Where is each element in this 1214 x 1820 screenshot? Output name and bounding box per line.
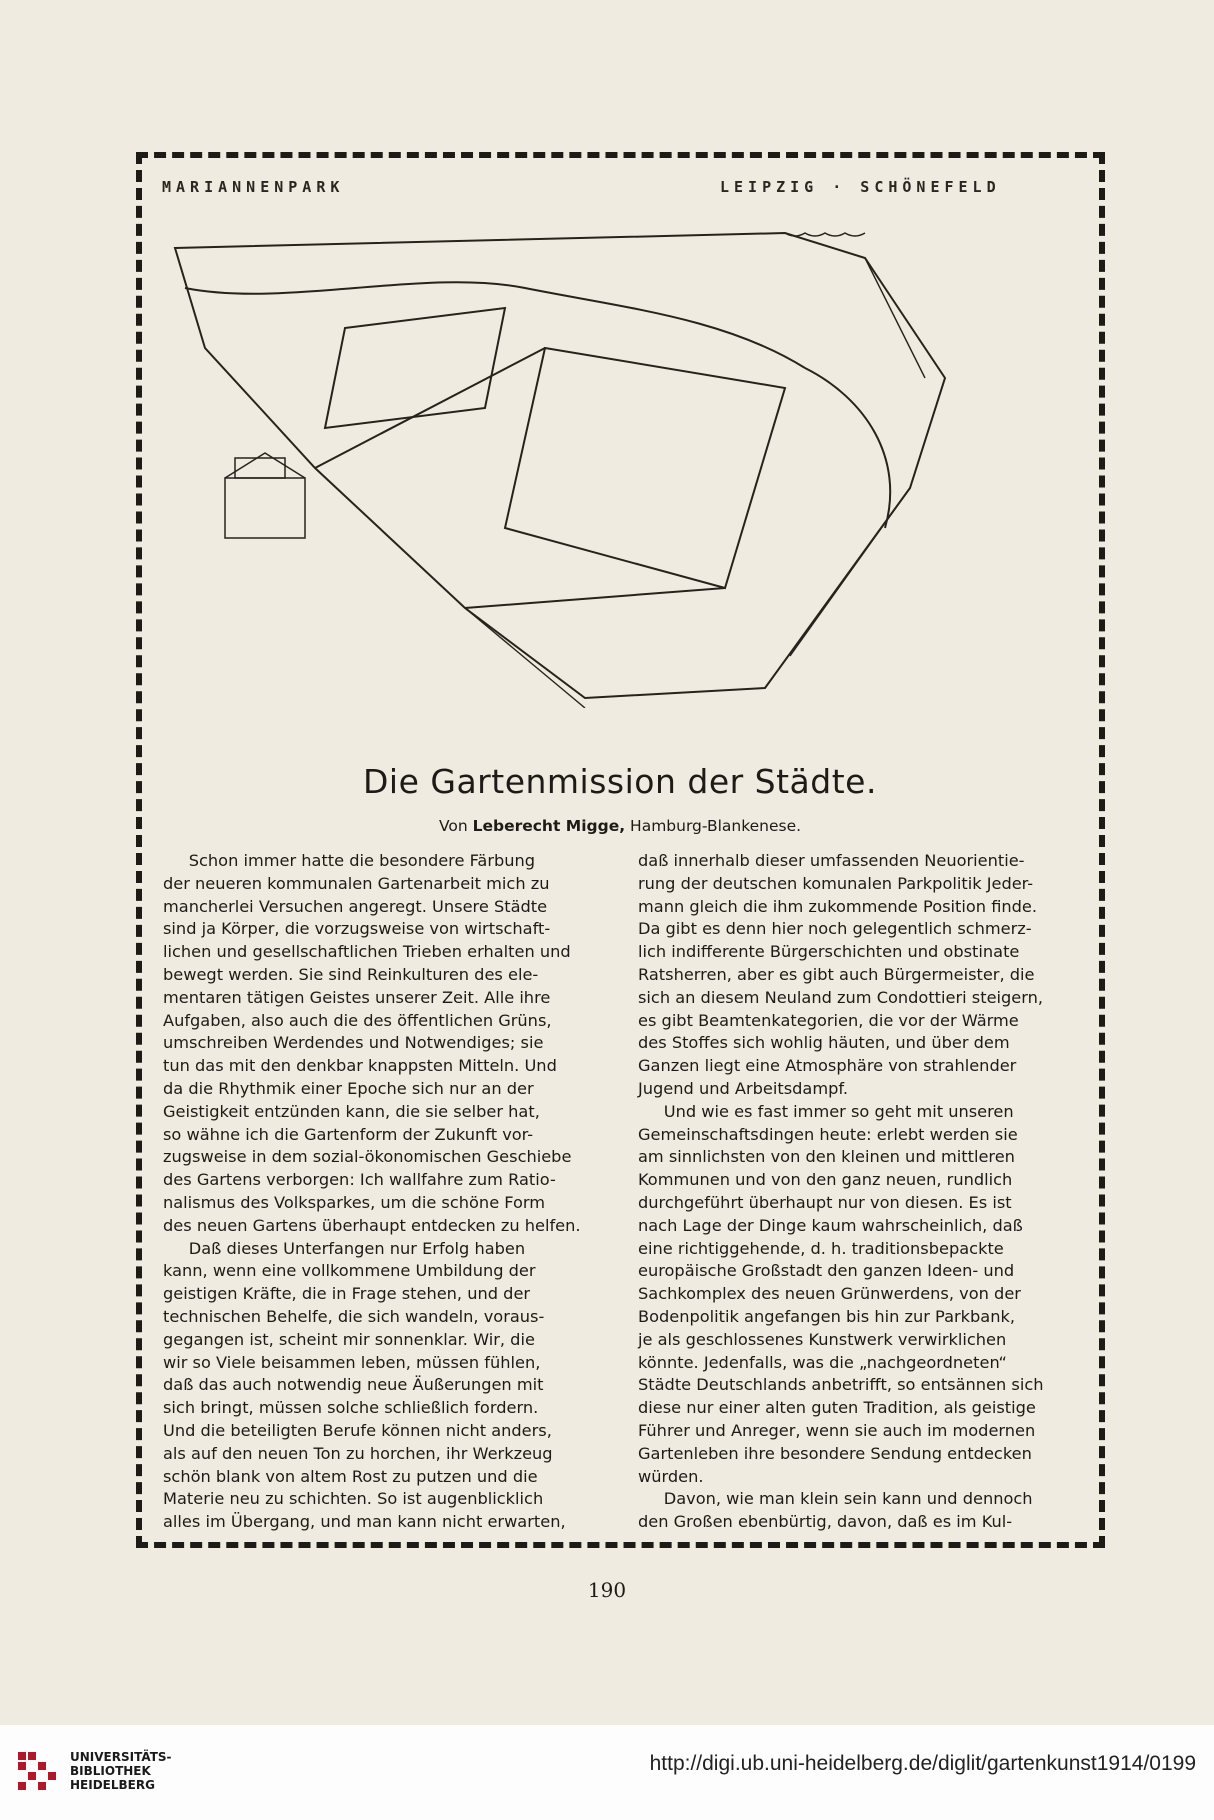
text-line: Daß dieses Unterfangen nur Erfolg haben	[163, 1238, 526, 1258]
text-line: könnte. Jedenfalls, was die „nachgeordneten“	[638, 1352, 1007, 1372]
library-name-line: BIBLIOTHEK	[70, 1764, 151, 1778]
text-line: Gartenleben ihre besondere Sendung entdecken	[638, 1443, 1032, 1463]
text-line: lichen und gesellschaftlichen Trieben erhalten und	[163, 942, 571, 962]
text-line: nach Lage der Dinge kaum wahrscheinlich, daß	[638, 1215, 1023, 1235]
text-line: sich an diesem Neuland zum Condottieri steigern,	[638, 987, 1044, 1007]
text-line: europäische Großstadt den ganzen Ideen- und	[638, 1261, 1015, 1281]
park-outline	[175, 233, 945, 698]
text-line: mann gleich die ihm zukommende Position finde.	[638, 896, 1038, 916]
library-logo-icon	[14, 1748, 60, 1794]
text-line: Und die beteiligten Berufe können nicht anders,	[163, 1420, 552, 1440]
byline-location: Hamburg-Blankenese.	[630, 817, 802, 835]
park-field-small	[325, 308, 505, 428]
tree-row-southeast	[790, 488, 910, 656]
text-line: technischen Behelfe, die sich wandeln, voraus-	[163, 1306, 545, 1326]
text-line: sind ja Körper, die vorzugsweise von wirtschaft-	[163, 919, 551, 939]
article-byline	[160, 817, 1080, 835]
source-url-link[interactable]: http://digi.ub.uni-heidelberg.de/diglit/gartenkunst1914/0199	[649, 1752, 1196, 1775]
tree-row-diagonal	[865, 258, 925, 378]
text-line: tun das mit den denkbar knappsten Mitteln. Und	[163, 1056, 557, 1076]
text-line: Städte Deutschlands anbetrifft, so entsännen sich	[638, 1375, 1044, 1395]
text-line: kann, wenn eine vollkommene Umbildung der	[163, 1261, 536, 1281]
text-line: Aufgaben, also auch die des öffentlichen Grüns,	[163, 1010, 552, 1030]
text-line: Kommunen und von den ganz neuen, rundlich	[638, 1170, 1013, 1190]
text-line: Ganzen liegt eine Atmosphäre von strahlender	[638, 1056, 1017, 1076]
page-number: 190	[587, 1578, 627, 1602]
tree-row-east	[785, 233, 865, 236]
library-name-line: HEIDELBERG	[70, 1778, 155, 1792]
text-line: es gibt Beamtenkategorien, die vor der Wärme	[638, 1010, 1019, 1030]
text-line: daß innerhalb dieser umfassenden Neuorientie-	[638, 851, 1025, 870]
caption-marianne-park: MARIANNENPARK	[162, 178, 345, 196]
text-line: gegangen ist, scheint mir sonnenklar. Wir, die	[163, 1329, 535, 1349]
text-line: Geistigkeit entzünden kann, die sie selber hat,	[163, 1101, 540, 1121]
text-line: eine richtiggehende, d. h. traditionsbepackte	[638, 1238, 1004, 1258]
article-title: Die Gartenmission der Städte.	[363, 762, 877, 801]
text-line: Schon immer hatte die besondere Färbung	[163, 851, 536, 870]
text-line: würden.	[638, 1466, 704, 1486]
park-field-large	[505, 348, 785, 588]
byline-prefix: Von	[438, 817, 468, 835]
text-line: alles im Übergang, und man kann nicht erwarten,	[163, 1512, 566, 1532]
text-line: Materie neu zu schichten. So ist augenblicklich	[163, 1489, 544, 1509]
park-lane-2	[465, 588, 725, 608]
text-line: Sachkomplex des neuen Grünwerdens, von der	[638, 1284, 1021, 1304]
text-line: so wähne ich die Gartenform der Zukunft vor-	[163, 1124, 534, 1144]
text-line: da die Rhythmik einer Epoche sich nur an der	[163, 1078, 534, 1098]
park-lane	[315, 348, 545, 468]
text-line: diese nur einer alten guten Tradition, als geistige	[638, 1398, 1036, 1418]
library-name	[70, 1750, 172, 1792]
text-line: schön blank von altem Rost zu putzen und die	[163, 1466, 538, 1486]
text-line: des Stoffes sich wohlig häuten, und über dem	[638, 1033, 1010, 1053]
text-line: Gemeinschaftsdingen heute: erlebt werden sie	[638, 1124, 1018, 1144]
text-line: den Großen ebenbürtig, davon, daß es im Kul-	[638, 1512, 1013, 1532]
text-line: der neueren kommunalen Gartenarbeit mich zu	[163, 873, 550, 893]
article-column-left	[163, 850, 603, 1534]
text-line: nalismus des Volksparkes, um die schöne Form	[163, 1192, 546, 1212]
text-line: mancherlei Versuchen angeregt. Unsere Städte	[163, 896, 548, 916]
text-line: mentaren tätigen Geistes unserer Zeit. Alle ihre	[163, 987, 551, 1007]
caption-leipzig-schoenefeld: LEIPZIG · SCHÖNEFELD	[720, 178, 1001, 196]
text-line: wir so Viele beisammen leben, müssen fühlen,	[163, 1352, 541, 1372]
park-building	[225, 453, 305, 538]
text-line: durchgeführt überhaupt nur von diesen. Es ist	[638, 1192, 1012, 1212]
text-line: geistigen Kräfte, die in Frage stehen, und der	[163, 1284, 531, 1304]
text-line: sich bringt, müssen solche schließlich fordern.	[163, 1398, 539, 1418]
text-line: rung der deutschen komunalen Parkpolitik Jeder-	[638, 873, 1034, 893]
text-line: am sinnlichsten von den kleinen und mittleren	[638, 1147, 1015, 1167]
park-path-boundary	[805, 368, 890, 528]
text-line: Davon, wie man klein sein kann und dennoch	[638, 1489, 1033, 1509]
text-line: lich indifferente Bürgerschichten und obstinate	[638, 942, 1020, 962]
article-column-right	[638, 850, 1078, 1534]
text-line: Jugend und Arbeitsdampf.	[638, 1078, 849, 1098]
text-line: Und wie es fast immer so geht mit unseren	[638, 1101, 1014, 1121]
text-line: zugsweise in dem sozial-ökonomischen Geschiebe	[163, 1147, 572, 1167]
text-line: des Gartens verborgen: Ich wallfahre zum Ratio-	[163, 1170, 556, 1190]
text-line: je als geschlossenes Kunstwerk verwirklichen	[638, 1329, 1007, 1349]
text-line: daß das auch notwendig neue Äußerungen mit	[163, 1375, 544, 1395]
byline-author: Leberecht Migge,	[472, 817, 626, 835]
text-line: Führer und Anreger, wenn sie auch im modernen	[638, 1420, 1036, 1440]
text-line: Ratsherren, aber es gibt auch Bürgermeister, die	[638, 964, 1035, 984]
text-line: als auf den neuen Ton zu horchen, ihr Werkzeug	[163, 1443, 553, 1463]
text-line: umschreiben Werdendes und Notwendiges; sie	[163, 1033, 544, 1053]
text-line: Bodenpolitik angefangen bis hin zur Parkbank,	[638, 1306, 1015, 1326]
text-line: Da gibt es denn hier noch gelegentlich schmerz-	[638, 919, 1032, 939]
tree-row-south	[465, 608, 585, 708]
text-line: des neuen Gartens überhaupt entdecken zu helfen.	[163, 1215, 581, 1235]
library-name-line: UNIVERSITÄTS-	[70, 1750, 172, 1764]
text-line: bewegt werden. Sie sind Reinkulturen des ele-	[163, 964, 539, 984]
park-plan-illustration	[165, 228, 1090, 708]
